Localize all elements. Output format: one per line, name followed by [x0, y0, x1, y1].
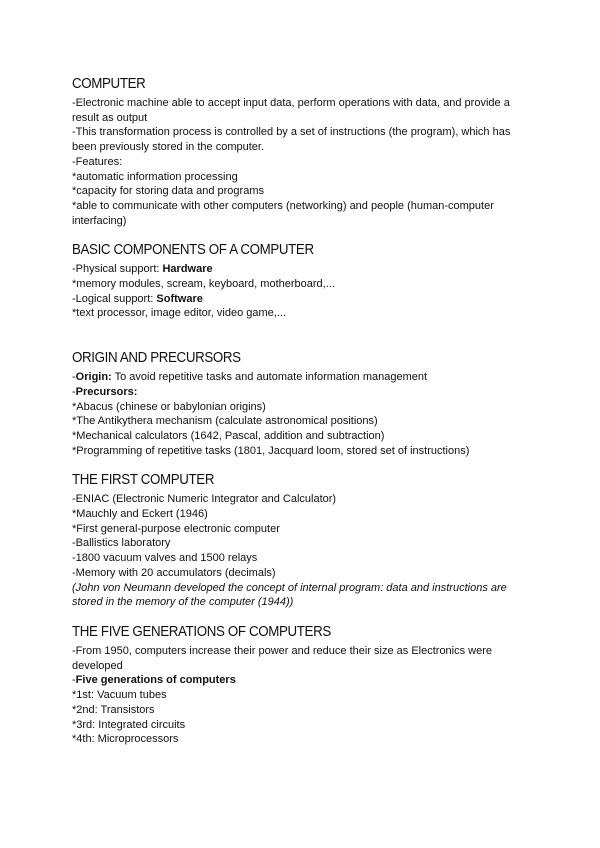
italic-note: (John von Neumann developed the concept of internal program: data and instructions are stored in the memory of the computer (1944)): [72, 581, 507, 609]
list-item: *able to communicate with other computers (networking) and people (human-computer interfacing): [72, 199, 494, 227]
bold-term: Five generations of computers: [75, 674, 236, 687]
paragraph-line: -Electronic machine able to accept input data, perform operations with data, and provide a result as output: [72, 97, 510, 124]
paragraph-line: -Features:: [72, 155, 123, 168]
list-item: *3rd: Integrated circuits: [72, 718, 186, 731]
line-text: -: [72, 674, 76, 687]
list-item: *First general-purpose electronic computer: [72, 522, 280, 535]
paragraph-line: -Memory with 20 accumulators (decimals): [72, 566, 276, 579]
list-item: *The Antikythera mechanism (calculate astronomical positions): [72, 415, 378, 428]
section-heading: ORIGIN AND PRECURSORS: [72, 350, 241, 367]
document-content: [72, 76, 532, 747]
section-heading: BASIC COMPONENTS OF A COMPUTER: [72, 242, 314, 259]
section-computer: [72, 76, 532, 228]
bold-term: Origin:: [75, 371, 112, 384]
bold-term: Hardware: [162, 263, 213, 276]
list-item: *capacity for storing data and programs: [72, 185, 264, 198]
paragraph-line: [72, 370, 532, 385]
line-text: -Physical support:: [72, 263, 163, 276]
paragraph-line: [72, 385, 532, 400]
list-item: *Abacus (chinese or babylonian origins): [72, 400, 266, 413]
bold-term: Software: [156, 292, 203, 305]
section-first-computer: [72, 472, 532, 610]
list-item: *Mechanical calculators (1642, Pascal, addition and subtraction): [72, 429, 385, 442]
line-text: -: [72, 371, 76, 384]
paragraph-line: -This transformation process is controlled by a set of instructions (the program), which has been previously stored in the computer.: [72, 126, 511, 154]
section-generations: [72, 624, 532, 747]
section-basic-components: [72, 242, 532, 321]
list-item: *text processor, image editor, video game,...: [72, 307, 287, 320]
line-text: To avoid repetitive tasks and automate information management: [111, 371, 428, 384]
section-origin: [72, 350, 532, 458]
list-item: *Programming of repetitive tasks (1801, Jacquard loom, stored set of instructions): [72, 444, 470, 457]
paragraph-line: [72, 673, 532, 688]
paragraph-line: -1800 vacuum valves and 1500 relays: [72, 552, 258, 565]
section-heading: COMPUTER: [72, 76, 146, 92]
line-text: -: [72, 385, 76, 398]
bold-term: Precursors:: [75, 385, 138, 398]
list-item: *memory modules, scream, keyboard, motherboard,...: [72, 278, 335, 291]
paragraph-line: -ENIAC (Electronic Numeric Integrator and Calculator): [72, 493, 337, 506]
list-item: *2nd: Transistors: [72, 703, 155, 716]
paragraph-line: [72, 262, 532, 277]
list-item: *Mauchly and Eckert (1946): [72, 508, 208, 521]
list-item: *automatic information processing: [72, 170, 238, 183]
line-text: -Logical support:: [72, 292, 157, 305]
paragraph-line: -Ballistics laboratory: [72, 537, 171, 550]
paragraph-line: [72, 292, 532, 307]
section-heading: THE FIRST COMPUTER: [72, 472, 215, 489]
paragraph-line: -From 1950, computers increase their power and reduce their size as Electronics were developed: [72, 644, 493, 672]
list-item: *1st: Vacuum tubes: [72, 689, 167, 702]
list-item: *4th: Microprocessors: [72, 733, 179, 746]
section-heading: THE FIVE GENERATIONS OF COMPUTERS: [72, 623, 331, 640]
